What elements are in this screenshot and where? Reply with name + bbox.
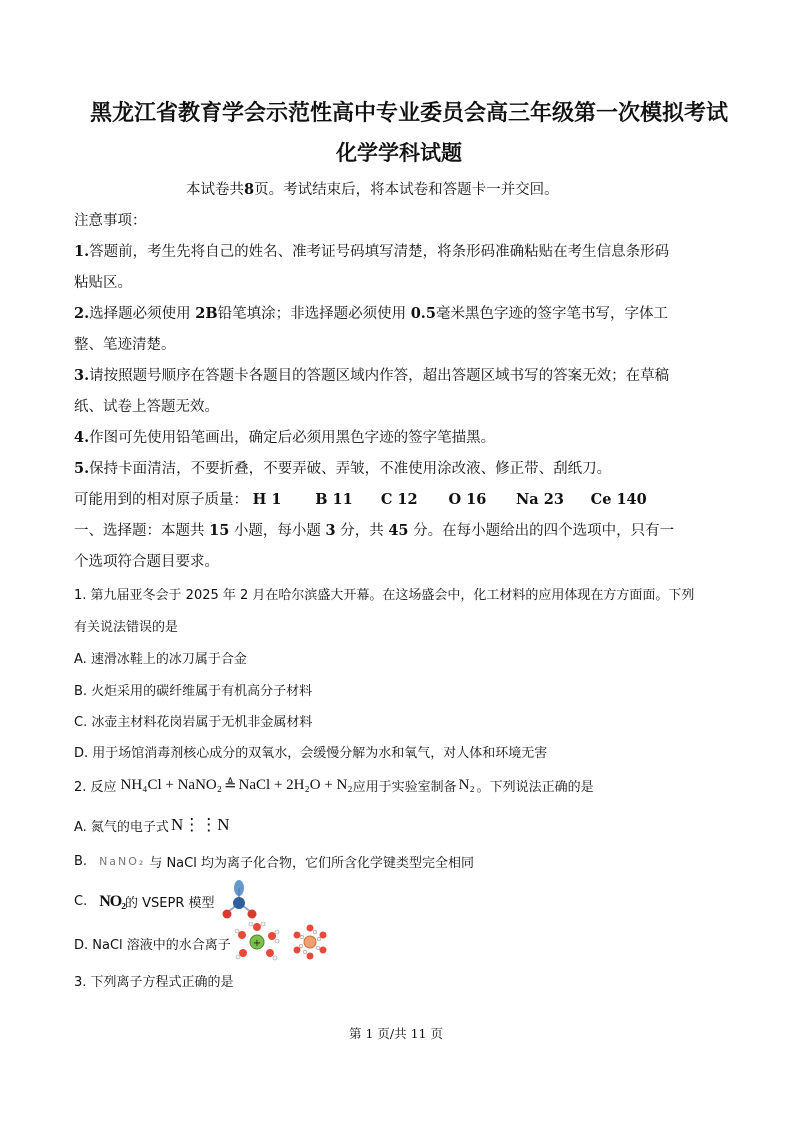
q2-products: NaCl + 2H₂O + N₂: [238, 777, 353, 793]
water-h: [249, 922, 253, 926]
water-h: [300, 935, 304, 939]
note-4-number: 4.: [74, 429, 90, 446]
note-1-text: 答题前，考生先将自己的姓名、准考证号码填写清楚，将条形码准确粘贴在考生信息条形码: [89, 244, 670, 260]
note-3-number: 3.: [74, 367, 90, 384]
water-o-10: [294, 947, 301, 954]
q2-option-a-label: A. 氮气的电子式: [74, 819, 169, 835]
water-o-6: [307, 925, 314, 932]
note-2-text-a: 选择题必须使用: [89, 306, 191, 322]
water-h: [235, 929, 239, 933]
hydrated-ions-image: [233, 922, 333, 962]
q2-mid: 应用于实验室制备: [352, 780, 457, 795]
water-o-8: [320, 947, 327, 954]
atomic-mass-line: [74, 488, 647, 509]
note-2-pen-size: 0.5: [410, 305, 436, 322]
q1-option-c: C. 冰壶主材料花岗岩属于无机非金属材料: [74, 715, 313, 730]
atomic-mass-h: H 1: [252, 491, 282, 508]
note-2-text-e: 毫米黑色字迹的签字笔书写，字体工: [435, 306, 668, 322]
q1-option-b: B. 火炬采用的碳纤维属于有机高分子材料: [74, 684, 313, 699]
note-5-text: 保持卡面清洁，不要折叠，不要弄破、弄皱，不准使用涂改液、修正带、刮纸刀。: [89, 461, 612, 477]
section-1-count: 15: [209, 522, 230, 539]
q2-option-d: D. NaCl 溶液中的水合离子: [74, 938, 231, 953]
oxygen-atom-right: [248, 910, 257, 919]
water-o-4: [239, 949, 247, 957]
plus-sign: +: [252, 938, 262, 949]
nitrogen-atom: [233, 897, 245, 909]
atomic-mass-o: O 16: [448, 491, 487, 508]
exam-subtitle: 化学学科试题: [336, 140, 462, 165]
water-o-9: [307, 953, 314, 960]
water-h: [303, 950, 307, 954]
q3-stem: 3. 下列离子方程式正确的是: [74, 975, 234, 990]
note-3-line-1: [74, 364, 669, 385]
exam-title: 黑龙江省教育学会示范性高中专业委员会高三年级第一次模拟考试: [90, 100, 729, 126]
q2-suffix: 。下列说法正确的是: [476, 780, 594, 795]
section-1-total: 45: [388, 522, 409, 539]
note-4: [74, 426, 495, 447]
q2-option-b-formula: NaNO₂: [99, 855, 146, 868]
water-h: [299, 944, 303, 948]
note-4-text: 作图可先使用铅笔画出，确定后必须用黑色字迹的签字笔描黑。: [89, 430, 496, 446]
hydrated-chloride-ion: [294, 925, 327, 960]
water-o-5: [238, 931, 246, 939]
section-1-text-a: 一、选择题：本题共: [74, 523, 205, 539]
water-h: [317, 937, 321, 941]
q2-option-b: [74, 852, 474, 871]
q1-stem-line-2: 有关说法错误的是: [74, 620, 179, 635]
note-2-text-c: 铅笔填涂；非选择题必须使用: [217, 306, 407, 322]
water-o-1: [253, 923, 261, 931]
lone-pair-lobe: [234, 880, 244, 896]
atomic-mass-na: Na 23: [516, 491, 564, 508]
exam-intro: [186, 178, 559, 199]
notes-heading: 注意事项：: [74, 213, 147, 229]
note-2-pencil: 2B: [195, 305, 218, 322]
note-5: [74, 457, 611, 478]
section-1-line-2: 个选项符合题目要求。: [74, 554, 219, 570]
page-footer: 第 1 页/共 11 页: [349, 1026, 443, 1041]
q2-option-c: [74, 892, 215, 911]
note-2-line-1: [74, 302, 668, 323]
water-h: [275, 930, 279, 934]
atomic-mass-label: 可能用到的相对原子质量：: [74, 492, 248, 508]
water-h: [261, 922, 265, 926]
q2-option-c-text: 的 VSEPR 模型: [125, 896, 215, 911]
note-1-number: 1.: [74, 243, 90, 260]
note-2-line-2: 整、笔迹清楚。: [74, 337, 176, 353]
intro-pages: 8: [244, 181, 255, 198]
q2-prefix: 2. 反应: [74, 780, 117, 795]
atomic-mass-c: C 12: [380, 491, 418, 508]
note-3-text: 请按照题号顺序在答题卡各题目的答题区域内作答，超出答题区域书写的答案无效；在草稿: [89, 368, 670, 384]
q2-option-b-label: B.: [74, 854, 88, 869]
note-5-number: 5.: [74, 460, 90, 477]
q2-option-c-formula: NO₂: [99, 892, 126, 910]
note-3-line-2: 纸、试卷上答题无效。: [74, 399, 219, 415]
intro-text-b: 页。考试结束后，将本试卷和答题卡一并交回。: [254, 182, 559, 198]
section-1-text-c: 小题，每小题: [233, 523, 321, 539]
oxygen-atom-left: [223, 910, 232, 919]
q2-stem: [74, 776, 594, 795]
water-h: [313, 930, 317, 934]
q2-option-a-formula: N⋮⋮N: [170, 815, 230, 834]
atomic-mass-ce: Ce 140: [590, 491, 647, 508]
water-h: [273, 956, 277, 960]
water-h: [275, 939, 279, 943]
section-1-text-e: 分，共: [340, 523, 384, 539]
q2-n2: N₂: [458, 777, 475, 793]
q1-option-d: D. 用于场馆消毒剂核心成分的双氧水，会缓慢分解为水和氧气，对人体和环境无害: [74, 746, 548, 761]
q2-option-b-text: 与 NaCl 均为离子化合物，它们所含化学键类型完全相同: [149, 856, 474, 871]
water-h: [236, 955, 240, 959]
hydrated-sodium-ion: [235, 922, 279, 960]
water-o-3: [266, 949, 274, 957]
q1-stem-line-1: 1. 第九届亚冬会于 2025 年 2 月在哈尔滨盛大开幕。在这场盛会中，化工材料的应用体现在方方面面。下列: [74, 588, 695, 603]
section-1-points: 3: [325, 522, 336, 539]
vsepr-model-image: [220, 878, 260, 922]
water-o-11: [294, 932, 301, 939]
water-h: [316, 946, 320, 950]
q1-option-a: A. 速滑冰鞋上的冰刀属于合金: [74, 652, 247, 667]
note-1-line-2: 粘贴区。: [74, 275, 132, 291]
q2-reactants: NH₄Cl + NaNO₂: [120, 777, 222, 793]
water-o-2: [268, 932, 276, 940]
intro-text-a: 本试卷共: [186, 182, 244, 198]
water-o-7: [320, 932, 327, 939]
q2-option-a: [74, 815, 230, 835]
note-2-number: 2.: [74, 305, 90, 322]
q2-heat-equals: ≜: [223, 778, 237, 794]
chloride-ion: [304, 936, 316, 948]
section-1-text-g: 分。在每小题给出的四个选项中，只有一: [413, 523, 675, 539]
atomic-mass-b: B 11: [315, 491, 353, 508]
note-1-line-1: [74, 240, 669, 261]
section-1-line-1: [74, 519, 674, 540]
q2-option-c-label: C.: [74, 894, 88, 909]
